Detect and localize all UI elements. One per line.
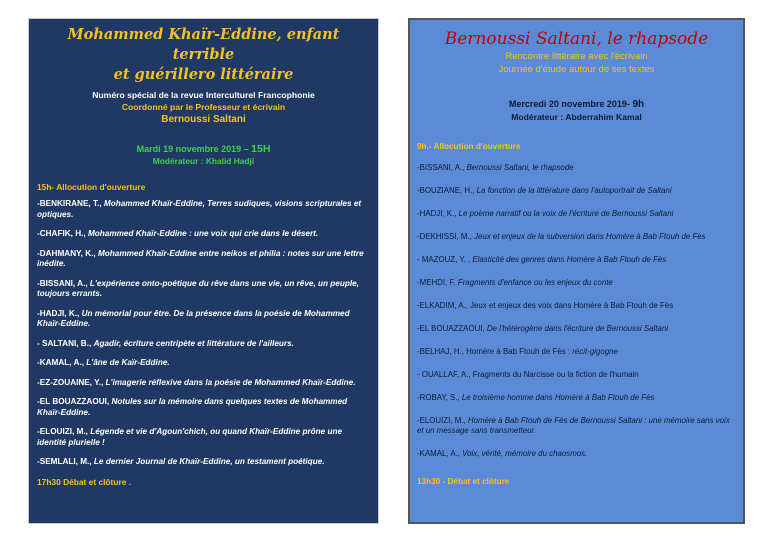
- entry-author: -BELHAJ, H.,: [417, 347, 467, 356]
- left-moderator: Modérateur : Khalid Hadji: [152, 156, 255, 166]
- entry-title-plain: Jeux et enjeux des voix dans Homère à Bab Ftouh de Fès: [470, 301, 674, 310]
- entry-author: -ELOUIZI, M.,: [37, 427, 91, 436]
- entry-title: L'âne de Kaïr-Eddine.: [86, 358, 170, 367]
- left-title-line2: et guérillero littéraire: [113, 66, 294, 83]
- entry-author: -BISSANI, A.,: [37, 278, 90, 288]
- entry-title: L'expérience onto-poétique du rêve dans une vie, un rêve, un peuple, toujours errants.: [37, 278, 359, 298]
- program-entry: [37, 229, 370, 240]
- program-entry: [37, 427, 370, 448]
- left-closing: 17h30 Débat et clôture .: [37, 476, 132, 487]
- entry-title-plain: Fragments du Narcisse ou la fiction de l'humain: [472, 370, 639, 379]
- program-entry: [417, 347, 736, 357]
- program-entry: [417, 255, 736, 265]
- right-subtitle-meeting: Rencontre littéraire avec l'écrivain: [505, 51, 648, 62]
- left-date: [37, 143, 370, 155]
- entry-author: -EL BOUAZZAOUI,: [37, 397, 112, 406]
- program-entry: [417, 186, 736, 196]
- entry-title: Bernoussi Saltani, le rhapsode: [466, 163, 574, 172]
- entry-author: - OUALLAF, A.,: [417, 370, 473, 379]
- entry-title: La fonction de la littérature dans l'autoportrait de Saltani: [476, 186, 672, 195]
- right-closing: 13h30 - Débat et clôture: [417, 477, 510, 486]
- program-entry: [417, 163, 736, 173]
- entry-author: - MAZOUZ, Y. ,: [417, 255, 473, 264]
- program-entry: [37, 279, 370, 300]
- entry-title: Le poème narratif ou la voix de l'écriture de Bernoussi Saltani: [458, 209, 674, 218]
- entry-author: -MEHDI, F,: [417, 278, 458, 287]
- left-date-hour: 15H: [251, 143, 271, 155]
- entry-title: Mohammed Khaïr-Eddine entre neikos et philia : notes sur une lettre inédite.: [37, 248, 364, 268]
- right-subtitle-study-day: Journée d'étude autour de ses textes: [498, 64, 655, 75]
- program-entry: [417, 324, 736, 334]
- entry-title-plain: Homère à Bab Ftouh de Fès :: [466, 347, 573, 356]
- entry-title: Jeux et enjeux de la subversion dans Homère à Bab Ftouh de Fès: [474, 232, 706, 241]
- entry-title: Fragments d'enfance ou les enjeux du conte: [457, 278, 613, 287]
- entry-title: Notules sur la mémoire dans quelques textes de Mohammed Khaïr-Eddine.: [37, 397, 348, 417]
- right-date-text: Mercredi 20 novembre 2019-: [508, 99, 633, 109]
- left-opening: 15h- Allocution d'ouverture: [37, 182, 146, 192]
- entry-title-italic: récit-gigogne: [572, 347, 618, 356]
- program-entry: [37, 309, 370, 330]
- entry-author: -KAMAL, A.,: [37, 358, 87, 367]
- program-entry: [417, 370, 736, 380]
- program-entry: [37, 199, 370, 220]
- program-entry: [417, 393, 736, 403]
- entry-author: -EL BOUAZZAOUI,: [417, 324, 487, 333]
- entry-author: -CHAFIK, H.,: [37, 229, 88, 238]
- left-title-line1: Mohammed Khaïr-Eddine, enfant terrible: [67, 26, 340, 63]
- program-entry: [37, 457, 370, 468]
- entry-title: Le dernier Journal de Khaïr-Eddine, un testament poétique.: [93, 457, 325, 466]
- entry-title: L'imagerie réflexive dans la poésie de Mohammed Khaïr-Eddine.: [105, 377, 356, 387]
- right-date-hour: 9h: [632, 99, 645, 110]
- entry-author: -DAHMANY, K.,: [37, 248, 98, 258]
- entry-author: - SALTANI, B.,: [37, 338, 94, 348]
- entry-title: Homère à Bab Ftouh de Fès de Bernoussi Saltani : une mémoire sans voix et un message sans transmetteur.: [417, 416, 730, 435]
- entry-author: -BENKIRANE, T.,: [37, 199, 104, 208]
- left-flyer: [28, 18, 379, 524]
- program-entry: [417, 209, 736, 219]
- right-program-list: [417, 163, 736, 459]
- right-flyer: [408, 18, 745, 524]
- entry-title: Voix, vérité, mémoire du chaosmos.: [462, 449, 588, 458]
- program-entry: [417, 449, 736, 459]
- entry-title: Elasticité des genres dans Homère à Bab Ftouh de Fès: [472, 255, 667, 264]
- entry-author: -BOUZIANE, H.,: [417, 186, 477, 195]
- entry-title: Mohammed Khaïr-Eddine : une voix qui crie dans le désert.: [87, 229, 319, 238]
- entry-author: -HADJI, K.,: [37, 308, 82, 318]
- right-opening: 9h.- Allocution d'ouverture: [417, 142, 521, 151]
- right-moderator: Modérateur : Abderrahim Kamal: [511, 112, 642, 122]
- entry-title: Un mémorial pour être. De la présence dans la poésie de Mohammed Khaïr-Eddine.: [37, 308, 350, 328]
- program-entry: [417, 232, 736, 242]
- entry-title: Légende et vie d'Agoun'chich, ou quand Khaïr-Eddine prône une identité plurielle !: [37, 427, 343, 447]
- entry-author: -KAMAL, A.,: [417, 449, 463, 458]
- program-entry: [417, 416, 736, 436]
- entry-title: De l'hétérogène dans l'écriture de Bernoussi Saltani: [486, 324, 668, 333]
- program-entry: [37, 249, 370, 270]
- right-title: Bernoussi Saltani, le rhapsode: [444, 29, 709, 49]
- left-subtitle-journal: Numéro spécial de la revue Interculturel Francophonie: [92, 90, 315, 100]
- program-entry: [417, 301, 736, 311]
- entry-author: -ROBAY, S.,: [417, 393, 462, 402]
- entry-author: -EZ-ZOUAINE, Y.,: [37, 377, 106, 387]
- entry-title: Le troisième homme dans Homère à Bab Ftouh de Fès: [461, 393, 655, 402]
- left-subtitle-author: Bernoussi Saltani: [161, 114, 246, 125]
- entry-author: -DEKHISSI, M.,: [417, 232, 474, 241]
- program-entry: [417, 278, 736, 288]
- entry-author: -HADJI, K.,: [417, 209, 459, 218]
- program-entry: [37, 339, 370, 350]
- program-entry: [37, 397, 370, 418]
- right-date: [417, 98, 736, 111]
- entry-author: -ELKADIM, A.,: [417, 301, 471, 310]
- left-date-text: Mardi 19 novembre 2019 –: [136, 144, 252, 154]
- entry-author: -SEMLALI, M.,: [37, 457, 94, 466]
- entry-author: -BISSANI, A.,: [417, 163, 467, 172]
- entry-author: -ELOUIZI, M.,: [417, 416, 468, 425]
- left-program-list: [37, 199, 370, 468]
- entry-title: Mohammed Khaïr-Eddine, Terres sudiques, visions scripturales et optiques.: [37, 199, 362, 219]
- program-entry: [37, 358, 370, 369]
- left-subtitle-coordinator: Coordonné par le Professeur et écrivain: [121, 102, 286, 112]
- program-entry: [37, 378, 370, 389]
- entry-title: Agadir, écriture centripète et littérature de l'ailleurs.: [93, 338, 294, 348]
